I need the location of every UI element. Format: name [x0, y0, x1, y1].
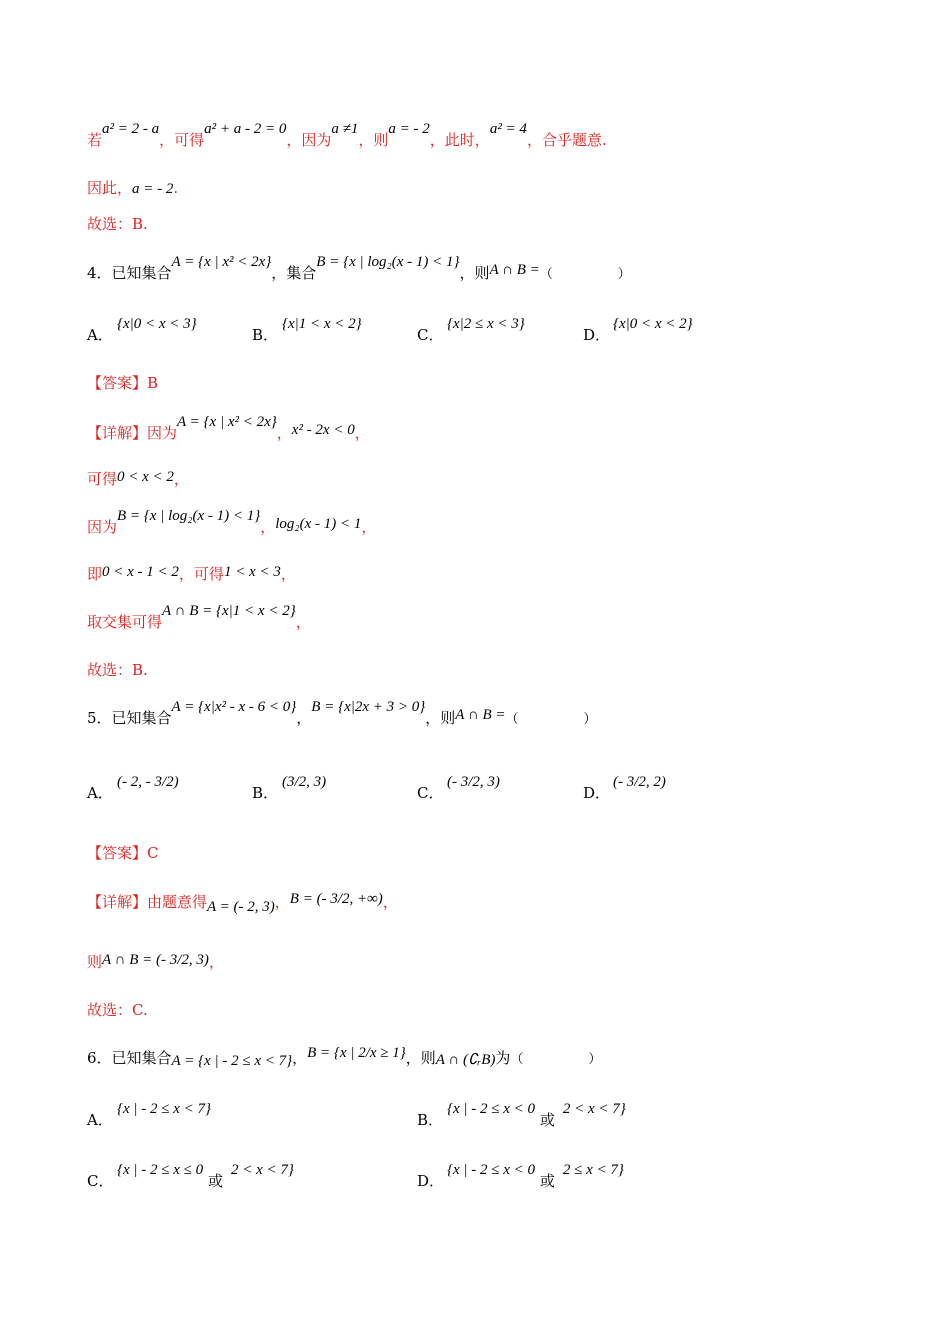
- math-expression: a = - 2: [388, 121, 430, 137]
- text: ，集合: [271, 264, 317, 282]
- option-d: [583, 316, 693, 346]
- or-text: 或: [207, 1172, 223, 1190]
- math-expression: 0 < x < 2: [117, 469, 174, 485]
- math-expression: {x | - 2 ≤ x < 0: [447, 1162, 536, 1178]
- math-expression: {x | - 2 ≤ x < 0: [447, 1101, 536, 1117]
- math-expression: A ∩ B = {x|1 < x < 2}: [162, 603, 296, 619]
- option-d: [583, 774, 666, 804]
- or-text: 或: [539, 1172, 555, 1190]
- math-expression: A = {x | x² < 2x}: [171, 254, 272, 270]
- text: ，: [361, 518, 377, 536]
- text: ，: [382, 893, 398, 911]
- text: ，: [354, 424, 370, 442]
- detail-line-2: [87, 952, 224, 973]
- math-expression: 0 < x - 1 < 2: [102, 564, 179, 580]
- text: ，: [280, 565, 296, 583]
- text: 若: [87, 131, 103, 149]
- option-label: C．: [87, 1172, 114, 1190]
- detail-line-5: [87, 603, 311, 633]
- math-expression: {x | - 2 ≤ x ≤ 0: [117, 1162, 204, 1178]
- math-expression: A ∩ B = (- 3/2, 3): [102, 952, 209, 968]
- option-a: [87, 316, 197, 346]
- text: ，: [260, 518, 276, 536]
- text: ，则: [405, 1049, 436, 1067]
- math-expression: B = (- 3/2, +∞): [289, 891, 383, 907]
- option-label: B．: [252, 784, 279, 802]
- text: ，: [173, 470, 189, 488]
- math-expression: a = - 2: [132, 181, 174, 197]
- solution-line-2: [87, 178, 178, 199]
- math-expression: B = {x | log₂(x - 1) < 1}: [316, 254, 460, 270]
- math-expression: A ∩ B =: [455, 707, 506, 723]
- text: ，: [274, 893, 290, 911]
- option-label: A．: [87, 326, 113, 344]
- math-expression: A = (- 2, 3): [207, 899, 275, 915]
- text: ，可得: [178, 565, 224, 583]
- math-expression: (- 3/2, 3): [447, 774, 500, 790]
- option-label: B．: [417, 1111, 444, 1129]
- text: 4．已知集合: [87, 264, 172, 282]
- detail-line-4: [87, 564, 296, 585]
- option-label: D．: [417, 1172, 445, 1190]
- math-expression: a² = 2 - a: [102, 121, 160, 137]
- text: 由题意得: [147, 893, 208, 911]
- option-label: D．: [583, 326, 611, 344]
- math-expression: x² - 2x < 0: [291, 422, 355, 438]
- text: 则: [87, 953, 103, 971]
- option-label: C．: [417, 326, 444, 344]
- text: ，因为: [286, 131, 332, 149]
- math-expression: log₂(x - 1) < 1: [275, 516, 362, 532]
- math-expression: a ≠1: [331, 121, 359, 137]
- math-expression: A ∩ B =: [489, 262, 540, 278]
- math-expression: (- 2, - 3/2): [117, 774, 179, 790]
- detail-line-1: [87, 892, 398, 913]
- option-b: [252, 316, 362, 346]
- math-expression: A = {x|x² - x - 6 < 0}: [171, 699, 297, 715]
- detail-line-2: [87, 469, 189, 490]
- answer-line: 【答案】B: [87, 374, 159, 392]
- or-text: 或: [539, 1111, 555, 1129]
- math-expression: B = {x | log₂(x - 1) < 1}: [117, 508, 261, 524]
- text: 取交集可得: [87, 613, 163, 631]
- option-label: B．: [252, 326, 279, 344]
- math-expression: A = {x | - 2 ≤ x < 7}: [171, 1053, 293, 1069]
- math-expression: 1 < x < 3: [223, 564, 281, 580]
- math-expression: {x|0 < x < 2}: [613, 316, 693, 332]
- detail-line-3: [87, 508, 377, 538]
- option-b: [417, 1101, 626, 1131]
- final-answer: 故选：B.: [87, 215, 148, 233]
- question-5-stem: [87, 699, 597, 730]
- math-expression: a² + a - 2 = 0: [204, 121, 287, 137]
- option-label: D．: [583, 784, 611, 802]
- text: ，: [276, 424, 292, 442]
- text: ，: [295, 613, 311, 631]
- math-expression: {x|1 < x < 2}: [282, 316, 362, 332]
- math-expression: {x|2 ≤ x < 3}: [447, 316, 525, 332]
- text: 6．已知集合: [87, 1049, 172, 1067]
- text: 即: [87, 565, 103, 583]
- math-expression: A = {x | x² < 2x}: [177, 414, 277, 430]
- math-expression: A ∩ (∁ᵣB): [435, 1052, 496, 1068]
- math-expression: B = {x | 2/x ≥ 1}: [307, 1045, 406, 1061]
- text: ，则: [425, 709, 456, 727]
- option-c: [417, 316, 525, 346]
- text: 可得: [87, 470, 118, 488]
- answer-line: 【答案】C: [87, 844, 159, 862]
- option-label: C．: [417, 784, 444, 802]
- text: ，: [208, 953, 224, 971]
- option-a: [87, 774, 179, 804]
- answer-blank: （ ）: [510, 1052, 602, 1067]
- math-expression: {x | - 2 ≤ x < 7}: [117, 1101, 212, 1117]
- option-b: [252, 774, 327, 804]
- option-c: [417, 774, 500, 804]
- math-expression: (3/2, 3): [282, 774, 327, 790]
- math-expression: B = {x|2x + 3 > 0}: [311, 699, 426, 715]
- option-label: A．: [87, 784, 113, 802]
- math-expression: 2 ≤ x < 7}: [562, 1162, 624, 1178]
- text: ，合乎题意.: [526, 131, 607, 149]
- option-label: A．: [87, 1111, 113, 1129]
- text: ，则: [459, 264, 490, 282]
- detail-tag: 【详解】: [87, 424, 148, 442]
- text: .: [173, 179, 179, 197]
- option-c: [87, 1162, 294, 1192]
- answer-blank: （ ）: [505, 712, 597, 727]
- math-expression: 2 < x < 7}: [230, 1162, 294, 1178]
- solution-line-1: [87, 121, 607, 151]
- detail-line-1: [87, 414, 370, 444]
- math-expression: {x|0 < x < 3}: [117, 316, 197, 332]
- math-expression: (- 3/2, 2): [613, 774, 666, 790]
- question-4-stem: [87, 254, 631, 285]
- text: ，此时，: [429, 131, 490, 149]
- final-answer: 故选：B.: [87, 661, 148, 679]
- option-d: [417, 1162, 624, 1192]
- math-expression: 2 < x < 7}: [562, 1101, 626, 1117]
- detail-tag: 【详解】: [87, 893, 148, 911]
- text: ，则: [358, 131, 389, 149]
- text: 5．已知集合: [87, 709, 172, 727]
- option-a: [87, 1101, 212, 1131]
- final-answer: 故选：C.: [87, 1001, 148, 1019]
- question-6-stem: [87, 1045, 602, 1070]
- math-expression: a² = 4: [489, 121, 527, 137]
- text: ，: [296, 709, 312, 727]
- answer-blank: （ ）: [539, 267, 631, 282]
- text: 因为: [87, 518, 118, 536]
- text: 为: [495, 1049, 511, 1067]
- text: ，可得: [159, 131, 205, 149]
- text: 因此，: [87, 179, 133, 197]
- text: 因为: [147, 424, 178, 442]
- text: ，: [292, 1049, 308, 1067]
